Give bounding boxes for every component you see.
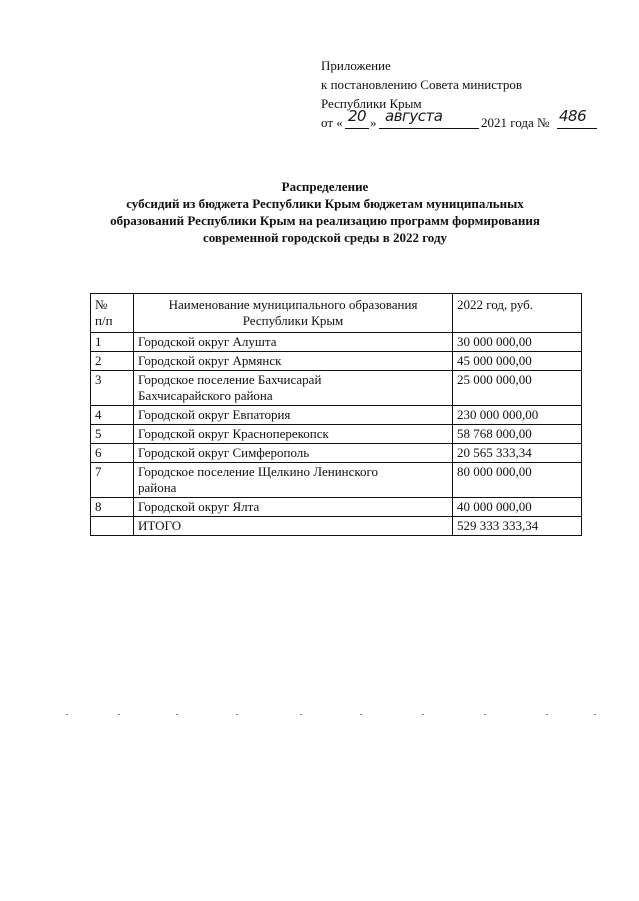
scan-dot: [300, 714, 302, 715]
scan-dot: [118, 714, 120, 715]
row-name: Городской округ Армянск: [134, 352, 453, 371]
row-num: 3: [91, 371, 134, 406]
table-row: [91, 406, 582, 425]
subsidy-table: [90, 293, 582, 536]
year-text: 2021 года №: [481, 115, 550, 130]
row-name-line2: района: [138, 480, 177, 495]
table-header-row: [91, 294, 582, 333]
row-name-line1: Городское поселение Бахчисарай: [138, 372, 322, 387]
row-amount: 30 000 000,00: [453, 333, 582, 352]
row-amount: 20 565 333,34: [453, 444, 582, 463]
row-amount: 80 000 000,00: [453, 463, 582, 498]
row-name-line1: Городское поселение Щелкино Ленинского: [138, 464, 379, 479]
row-amount: 25 000 000,00: [453, 371, 582, 406]
handwritten-month: августа: [385, 107, 443, 125]
row-num: 1: [91, 333, 134, 352]
title-line-2: субсидий из бюджета Республики Крым бюджетам муниципальных: [126, 196, 524, 211]
scan-dot: [236, 714, 238, 715]
row-name: Городской округ Ялта: [134, 498, 453, 517]
row-amount: 230 000 000,00: [453, 406, 582, 425]
handwritten-number: 486: [559, 107, 587, 125]
row-name: Городской округ Симферополь: [134, 444, 453, 463]
date-prefix: от «: [321, 115, 343, 130]
scan-dot: [546, 714, 548, 715]
total-num: [91, 517, 134, 536]
table-row: [91, 463, 582, 498]
row-amount: 58 768 000,00: [453, 425, 582, 444]
table-total-row: [91, 517, 582, 536]
title-line-4: современной городской среды в 2022 году: [202, 230, 448, 245]
row-name: [134, 371, 453, 406]
scan-dot: [422, 714, 424, 715]
row-name-line2: Бахчисарайского района: [138, 388, 273, 403]
table-row: [91, 444, 582, 463]
table-row: [91, 352, 582, 371]
title-line-1: Распределение: [281, 179, 369, 194]
table-row: [91, 371, 582, 406]
header-num-line1: №: [95, 297, 108, 312]
row-num: 4: [91, 406, 134, 425]
scan-dot: [484, 714, 486, 715]
row-num: 5: [91, 425, 134, 444]
total-amount: 529 333 333,34: [453, 517, 582, 536]
appendix-header: [321, 56, 621, 132]
table-row: [91, 498, 582, 517]
row-amount: 45 000 000,00: [453, 352, 582, 371]
scan-dot: [594, 714, 596, 715]
row-name: Городской округ Красноперекопск: [134, 425, 453, 444]
handwritten-day: 20: [348, 107, 367, 125]
scan-dot: [360, 714, 362, 715]
header-name-line1: Наименование муниципального образования: [168, 297, 418, 312]
appendix-decree-line: к постановлению Совета министров: [321, 77, 522, 92]
total-label: ИТОГО: [134, 517, 453, 536]
row-num: 2: [91, 352, 134, 371]
appendix-date-line: [321, 107, 621, 132]
scan-dot: [176, 714, 178, 715]
header-amount: 2022 год, руб.: [453, 294, 582, 333]
table-row: [91, 333, 582, 352]
row-num: 6: [91, 444, 134, 463]
header-num: [91, 294, 134, 333]
appendix-label: Приложение: [321, 58, 391, 73]
scan-dot: [66, 714, 68, 715]
title-line-3: образований Республики Крым на реализацию программ формирования: [110, 213, 540, 228]
appendix-republic-line: Республики Крым: [321, 96, 422, 111]
row-name: [134, 463, 453, 498]
row-name: Городской округ Евпатория: [134, 406, 453, 425]
row-num: 7: [91, 463, 134, 498]
row-num: 8: [91, 498, 134, 517]
header-name-line2: Республики Крым: [242, 313, 344, 328]
header-num-line2: п/п: [95, 313, 113, 328]
document-title: [60, 178, 590, 246]
row-amount: 40 000 000,00: [453, 498, 582, 517]
table-row: [91, 425, 582, 444]
header-name: [134, 294, 453, 333]
row-name: Городской округ Алушта: [134, 333, 453, 352]
date-close-quote: »: [370, 115, 377, 130]
scan-artifact-dots: [60, 714, 600, 718]
